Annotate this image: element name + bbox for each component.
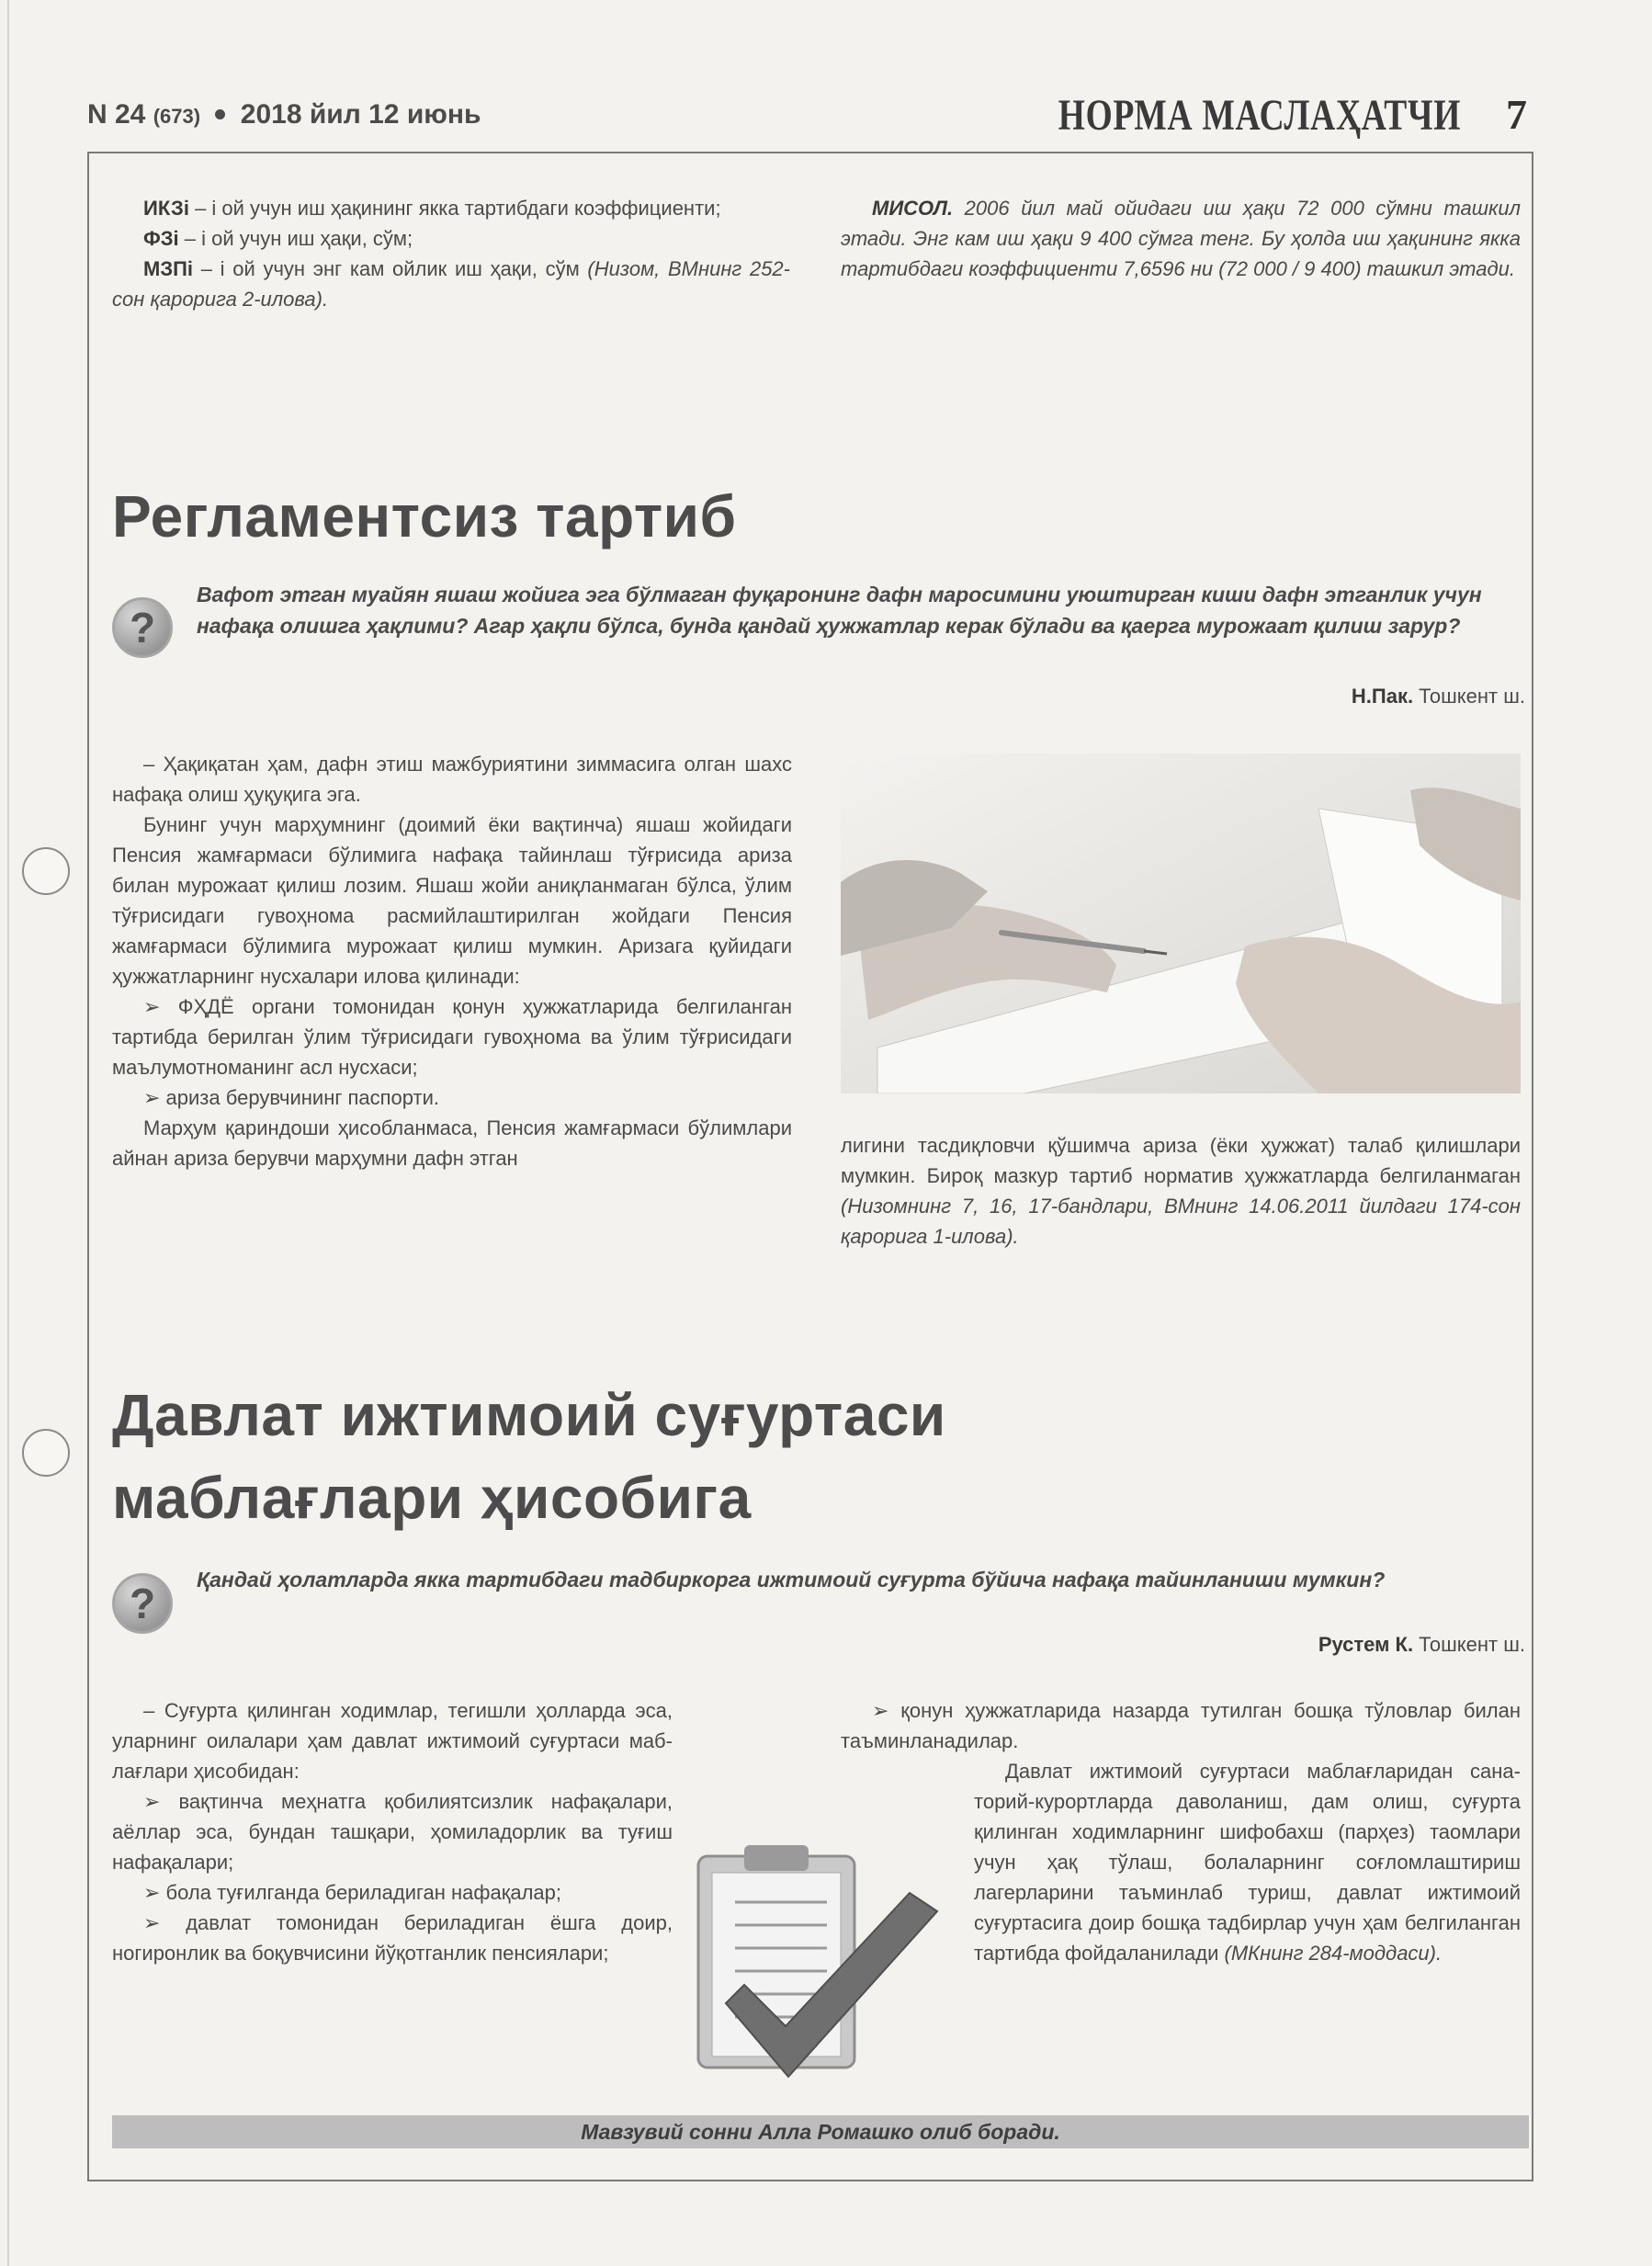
question-author xyxy=(1352,685,1525,708)
issue-number: N 24 xyxy=(87,99,146,130)
paragraph: Марҳум қариндоши ҳисобланмаса, Пенсия жамғармаси бўлимлари айнан ариза берувчи марҳумни дафн этган xyxy=(112,1116,792,1170)
term: ФЗі xyxy=(143,227,179,250)
section-title: Регламентсиз тартиб xyxy=(112,483,737,550)
issue-date: 2018 йил 12 июнь xyxy=(240,99,481,130)
paragraph: ➢ қонун ҳужжатларида назарда тутилган бошқа тўловлар билан таъминланадилар. xyxy=(841,1699,1521,1752)
newspaper-title: НОРМА МАСЛАҲАТЧИ xyxy=(1058,91,1461,140)
answer-right-column-top xyxy=(841,1695,1521,1756)
signing-document-photo xyxy=(841,753,1521,1093)
editor-credit-bar: Мавзувий сонни Алла Ромашко олиб боради. xyxy=(112,2115,1529,2148)
example-label: МИСОЛ. xyxy=(872,197,954,220)
legal-reference: (Низомнинг 7, 16, 17-бандлари, ВМнинг 14.06.2011 йилдаги 174-сон қарорига 1-илова). xyxy=(841,1195,1521,1248)
reader-question: Қандай ҳолатларда якка тартибдаги тадбиркорга ижтимоий суғурта бўйича нафақа тайинланиши мумкин? xyxy=(197,1568,1386,1592)
section-title-line: маблағлари ҳисобига xyxy=(112,1465,752,1531)
example-block xyxy=(841,193,1521,284)
legal-reference: (Низом, ВМнинг 252-сон қарорига 2-илова). xyxy=(112,257,790,311)
question-icon: ? xyxy=(112,1573,173,1634)
question-author xyxy=(1318,1633,1525,1657)
author-city: Тошкент ш. xyxy=(1413,1633,1525,1656)
paragraph: – Суғурта қилинган ходимлар, тегишли ҳолларда эса, уларнинг оилалари ҳам давлат ижтимоий суғуртаси маблағлари ҳисобидан: xyxy=(112,1699,673,1783)
issue-serial: (673) xyxy=(153,105,201,128)
punch-hole xyxy=(22,1429,70,1477)
issue-info xyxy=(87,99,481,130)
legal-reference: (МКнинг 284-моддаси). xyxy=(1224,1942,1443,1965)
paragraph: ➢ давлат томонидан бериладиган ёшга доир, ногиронлик ва боқувчисини йўқотганлик пенсиялари; xyxy=(112,1911,673,1965)
example-text: 2006 йил май ойидаги иш ҳақи 72 000 сўмни ташкил этади. Энг кам иш ҳақи 9 400 сўмга тенг. Бу ҳолда иш ҳақининг якка тартибдаги коэффициенти 7,6596 ни (72 000 / 9 400) ташкил этади. xyxy=(841,197,1521,280)
page-header xyxy=(87,88,1534,153)
paragraph: лигини тасдиқловчи қўшимча ариза (ёки ҳужжат) талаб қилишлари мумкин. Бироқ мазкур тартиб норматив ҳужжатларда белгиланмаган xyxy=(841,1134,1521,1187)
paragraph: ➢ вақтинча меҳнатга қобилиятсизлик нафақалари, аёллар эса, бундан ташқари, ҳомиладорлик ва туғиш нафақалари; xyxy=(112,1790,673,1874)
definition: – і ой учун энг кам ойлик иш ҳақи, сўм xyxy=(193,257,588,280)
author-name: Рустем К. xyxy=(1318,1633,1414,1656)
author-name: Н.Пак. xyxy=(1351,685,1414,708)
section-title-line: Давлат ижтимоий суғуртаси xyxy=(112,1382,946,1448)
bullet-icon xyxy=(215,109,225,119)
top-left-column xyxy=(112,193,790,314)
paragraph: Давлат ижтимоий суғуртаси маблағларидан санаторий-курортларда даволаниш, дам олиш, суғурта қилинган ходимларнинг шифобахш (парҳез) таомлари учун ҳақ тўлаш, болаларнинг соғломлаштириш лагерларини таъминлаб туриш, давлат ижтимоий суғуртасига доир бошқа тадбирлар учун ҳам белгиланган тартибда фойдаланилади xyxy=(974,1760,1521,1965)
reader-question: Вафот этган муайян яшаш жойига эга бўлмаган фуқаронинг дафн маросимини уюштирган киши дафн этганлик учун нафақа олишга ҳақлими? Агар ҳақли бўлса, бунда қандай ҳужжатлар керак бўлади ва қаерга мурожаат қилиш зарур? xyxy=(197,583,1482,638)
answer-right-column xyxy=(841,1130,1521,1252)
paragraph: ➢ ФҲДЁ органи томонидан қонун ҳужжатларида белгиланган тартибда берилган ўлим тўғрисидаги гувоҳнома ва ўлим тўғрисидаги маълумотноманинг асл нусхаси; xyxy=(112,995,792,1079)
paragraph: ➢ ариза берувчининг паспорти. xyxy=(143,1086,440,1109)
answer-left-column xyxy=(112,749,792,1173)
clipboard-checkmark-icon xyxy=(680,1829,956,2086)
question-icon: ? xyxy=(112,597,173,658)
term: МЗПі xyxy=(143,257,194,280)
term: ИКЗі xyxy=(143,197,189,220)
definition: – і ой учун иш ҳақи, сўм; xyxy=(178,227,413,250)
binding-edge xyxy=(7,0,9,2266)
author-city: Тошкент ш. xyxy=(1413,685,1525,708)
paragraph: – Ҳақиқатан ҳам, дафн этиш мажбуриятини зиммасига олган шахс нафақа олиш ҳуқуқига эга. xyxy=(112,753,792,806)
answer-left-column xyxy=(112,1695,673,1968)
page-number: 7 xyxy=(1506,91,1527,138)
answer-right-column xyxy=(974,1756,1521,1968)
paragraph: ➢ бола туғилганда бериладиган нафақалар; xyxy=(143,1881,562,1904)
paragraph: Бунинг учун марҳумнинг (доимий ёки вақтинча) яшаш жойидаги Пенсия жамғармаси бўлимига нафақа тайинлаш тўғрисида ариза билан мурожаат қилиш лозим. Яшаш жойи аниқланмаган бўлса, ўлим тўғрисидаги гувоҳнома расмийлаштирилган жойдаги Пенсия жамғармаси бўлимига мурожаат қилиш мумкин. Аризага қуйидаги ҳужжатларнинг нусхалари илова қилинади: xyxy=(112,813,792,988)
definition: – і ой учун иш ҳақининг якка тартибдаги коэффициенти; xyxy=(188,197,721,220)
punch-hole xyxy=(22,847,70,895)
